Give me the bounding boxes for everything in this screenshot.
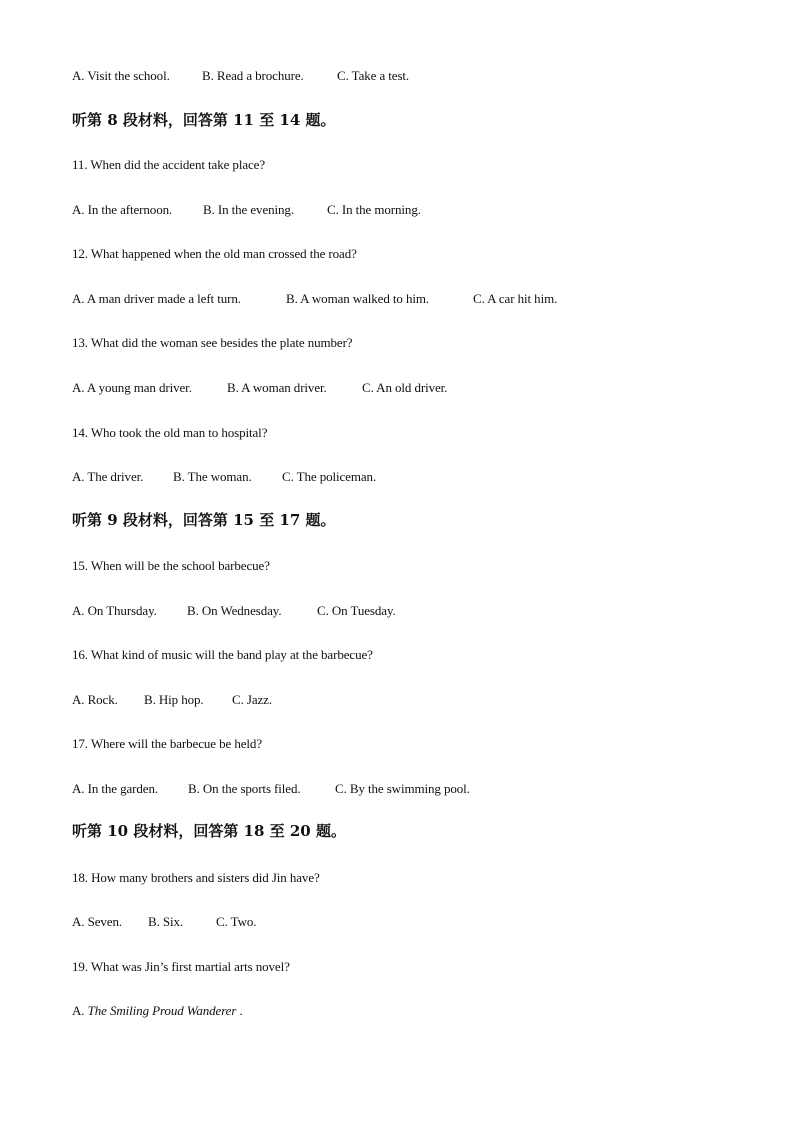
option-c: C. Jazz.	[232, 692, 272, 707]
section-heading-8: 听第 8 段材料，回答第 11 至 14 题。	[72, 111, 336, 129]
option-c: C. On Tuesday.	[317, 603, 396, 618]
options-row-q17	[72, 781, 470, 797]
question-18: 18. How many brothers and sisters did Jin have?	[72, 870, 320, 885]
option-c: C. Two.	[216, 914, 257, 929]
option-c: C. In the morning.	[327, 202, 421, 217]
option-a-suffix: .	[236, 1003, 243, 1018]
options-row-q14	[72, 469, 376, 485]
section-heading-9: 听第 9 段材料，回答第 15 至 17 题。	[72, 511, 336, 529]
option-c: C. By the swimming pool.	[335, 781, 470, 796]
question-15: 15. When will be the school barbecue?	[72, 558, 270, 573]
option-c: C. Take a test.	[337, 68, 410, 83]
option-a: A. A man driver made a left turn.	[72, 291, 241, 306]
option-b: B. Hip hop.	[144, 692, 204, 707]
option-b: B. Read a brochure.	[202, 68, 304, 83]
option-a: A. In the garden.	[72, 781, 159, 796]
question-17: 17. Where will the barbecue be held?	[72, 736, 262, 751]
option-b: B. A woman walked to him.	[286, 291, 430, 306]
option-b: B. The woman.	[173, 469, 252, 484]
question-16: 16. What kind of music will the band play at the barbecue?	[72, 647, 373, 662]
question-14: 14. Who took the old man to hospital?	[72, 425, 268, 440]
question-19: 19. What was Jin’s first martial arts novel?	[72, 959, 290, 974]
option-a: A. In the afternoon.	[72, 202, 173, 217]
option-b: B. Six.	[148, 914, 184, 929]
option-b: B. On Wednesday.	[187, 603, 282, 618]
option-a-prefix: A.	[72, 1003, 88, 1018]
options-row-q16	[72, 692, 272, 708]
option-a: A. Seven.	[72, 914, 123, 929]
option-a: A. On Thursday.	[72, 603, 157, 618]
option-c: C. An old driver.	[362, 380, 448, 395]
options-row-q10	[72, 68, 409, 84]
option-b: B. A woman driver.	[227, 380, 327, 395]
option-a: A. Visit the school.	[72, 68, 170, 83]
question-12: 12. What happened when the old man crossed the road?	[72, 246, 357, 261]
option-a: A. The driver.	[72, 469, 144, 484]
option-b: B. In the evening.	[203, 202, 294, 217]
options-row-q12	[72, 291, 557, 307]
options-row-q11	[72, 202, 421, 218]
option-a: A. A young man driver.	[72, 380, 192, 395]
option-a: A. Rock.	[72, 692, 118, 707]
option-c: C. The policeman.	[282, 469, 377, 484]
options-row-q18	[72, 914, 256, 930]
option-a-title: The Smiling Proud Wanderer	[87, 1003, 237, 1018]
question-11: 11. When did the accident take place?	[72, 157, 266, 172]
section-heading-10: 听第 10 段材料，回答第 18 至 20 题。	[72, 822, 346, 840]
options-row-q19	[72, 1003, 243, 1019]
question-13: 13. What did the woman see besides the plate number?	[72, 335, 353, 350]
option-c: C. A car hit him.	[473, 291, 558, 306]
options-row-q13	[72, 380, 447, 396]
option-b: B. On the sports filed.	[188, 781, 301, 796]
options-row-q15	[72, 603, 396, 619]
